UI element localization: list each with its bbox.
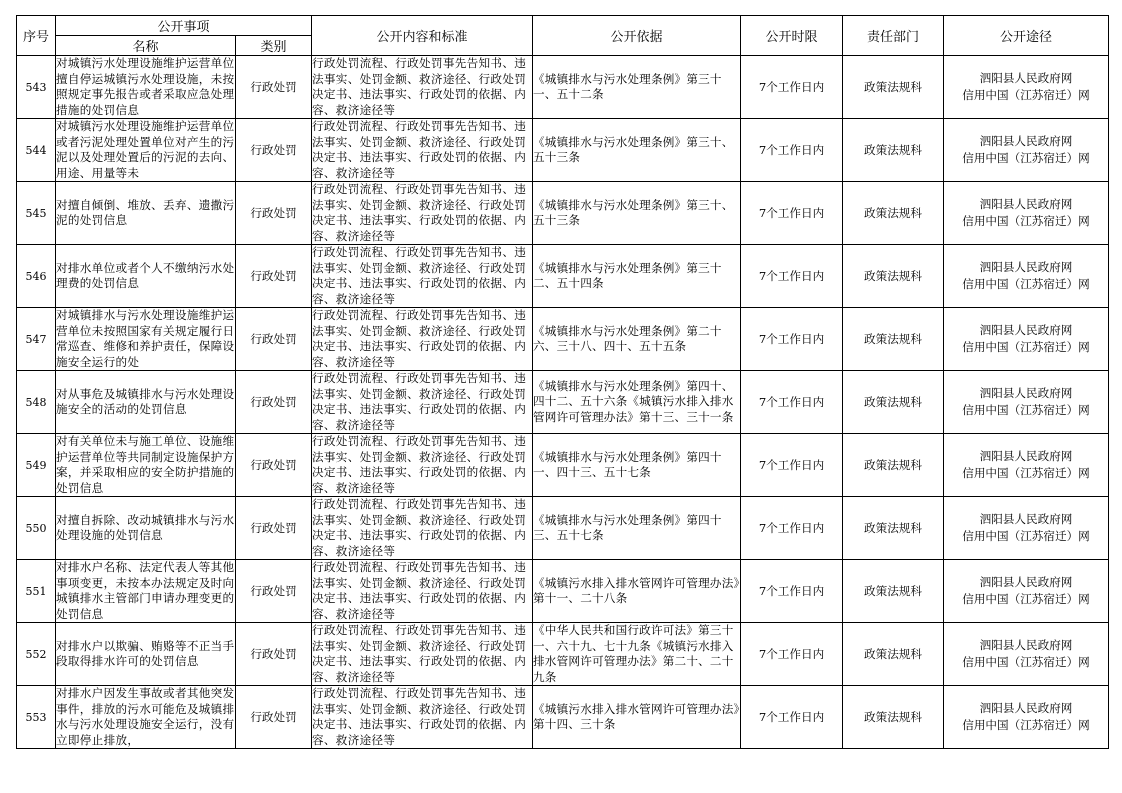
- row-channel: [944, 371, 1109, 434]
- row-name-text: 对城镇污水处理设施维护运营单位或者污泥处理处置单位对产生的污泥以及处理处置后的污泥的去向、用途、用量等未: [56, 119, 235, 180]
- row-channel-1: 泗阳县人民政府网: [979, 386, 1073, 400]
- row-seq: 544: [17, 119, 56, 182]
- row-channel: [944, 182, 1109, 245]
- row-name: [56, 497, 236, 560]
- header-seq: 序号: [17, 16, 56, 56]
- row-basis: [533, 119, 741, 182]
- table-body: [17, 56, 1109, 749]
- row-dept: 政策法规科: [843, 686, 944, 749]
- row-name: [56, 623, 236, 686]
- row-seq: 548: [17, 371, 56, 434]
- row-name-text: 对排水户因发生事故或者其他突发事件，排放的污水可能危及城镇排水与污水处理设施安全运行，没有立即停止排放，: [56, 686, 235, 747]
- row-time-limit: 7个工作日内: [741, 245, 843, 308]
- row-basis: [533, 560, 741, 623]
- row-category: 行政处罚: [236, 623, 312, 686]
- row-channel-2: 信用中国（江苏宿迁）网: [962, 718, 1090, 732]
- row-time-limit: 7个工作日内: [741, 308, 843, 371]
- row-channel: [944, 560, 1109, 623]
- row-time-limit: 7个工作日内: [741, 56, 843, 119]
- row-seq: 545: [17, 182, 56, 245]
- row-name-text: 对擅自倾倒、堆放、丢弃、遗撒污泥的处罚信息: [56, 197, 235, 227]
- row-seq: 553: [17, 686, 56, 749]
- row-category: 行政处罚: [236, 371, 312, 434]
- row-content: [312, 245, 533, 308]
- row-channel: [944, 245, 1109, 308]
- row-time-limit: 7个工作日内: [741, 686, 843, 749]
- header-basis: 公开依据: [533, 16, 741, 56]
- row-channel: [944, 308, 1109, 371]
- row-category: 行政处罚: [236, 119, 312, 182]
- row-channel-1: 泗阳县人民政府网: [979, 323, 1073, 337]
- row-dept: 政策法规科: [843, 497, 944, 560]
- table-row: [17, 245, 1109, 308]
- row-category: 行政处罚: [236, 434, 312, 497]
- row-channel-1: 泗阳县人民政府网: [979, 512, 1073, 526]
- header-item-group: 公开事项: [56, 16, 312, 36]
- header-name: 名称: [56, 36, 236, 56]
- row-content-text: 行政处罚流程、行政处罚事先告知书、违法事实、处罚金额、救济途径、行政处罚决定书、违法事实、行政处罚的依据、内容、救济途径等: [312, 182, 527, 243]
- row-time-limit: 7个工作日内: [741, 182, 843, 245]
- row-channel: [944, 623, 1109, 686]
- table-row: [17, 560, 1109, 623]
- row-channel-2: 信用中国（江苏宿迁）网: [962, 151, 1090, 165]
- row-channel: [944, 119, 1109, 182]
- row-seq: 547: [17, 308, 56, 371]
- row-channel: [944, 497, 1109, 560]
- row-name: [56, 245, 236, 308]
- row-category: 行政处罚: [236, 497, 312, 560]
- row-channel-2: 信用中国（江苏宿迁）网: [962, 88, 1090, 102]
- row-category: 行政处罚: [236, 686, 312, 749]
- row-basis-text: 《城镇排水与污水处理条例》第二十六、三十八、四十、五十五条: [533, 323, 722, 353]
- row-content: [312, 686, 533, 749]
- row-basis: [533, 182, 741, 245]
- row-channel-1: 泗阳县人民政府网: [979, 449, 1073, 463]
- row-category: 行政处罚: [236, 308, 312, 371]
- row-content: [312, 434, 533, 497]
- row-channel-2: 信用中国（江苏宿迁）网: [962, 655, 1090, 669]
- row-basis-text: 《城镇排水与污水处理条例》第四十、四十二、五十六条《城镇污水排入排水管网许可管理办法》第十三、三十一条: [533, 378, 734, 424]
- row-name: [56, 119, 236, 182]
- row-basis-text: 《城镇排水与污水处理条例》第四十一、四十三、五十七条: [533, 449, 722, 479]
- row-content: [312, 182, 533, 245]
- row-category: 行政处罚: [236, 245, 312, 308]
- row-dept: 政策法规科: [843, 308, 944, 371]
- row-basis: [533, 308, 741, 371]
- row-channel: [944, 434, 1109, 497]
- row-seq: 543: [17, 56, 56, 119]
- row-basis: [533, 623, 741, 686]
- table-row: [17, 371, 1109, 434]
- row-content: [312, 308, 533, 371]
- row-channel-2: 信用中国（江苏宿迁）网: [962, 466, 1090, 480]
- row-time-limit: 7个工作日内: [741, 497, 843, 560]
- row-channel-2: 信用中国（江苏宿迁）网: [962, 277, 1090, 291]
- row-name: [56, 308, 236, 371]
- row-time-limit: 7个工作日内: [741, 623, 843, 686]
- row-seq: 552: [17, 623, 56, 686]
- row-name-text: 对城镇排水与污水处理设施维护运营单位未按照国家有关规定履行日常巡查、维修和养护责任，保障设施安全运行的处: [56, 308, 235, 369]
- row-basis: [533, 56, 741, 119]
- header-time-limit: 公开时限: [741, 16, 843, 56]
- row-basis-text: 《城镇污水排入排水管网许可管理办法》第十四、三十条: [533, 701, 740, 731]
- table-row: [17, 434, 1109, 497]
- row-seq: 550: [17, 497, 56, 560]
- row-content-text: 行政处罚流程、行政处罚事先告知书、违法事实、处罚金额、救济途径、行政处罚决定书、违法事实、行政处罚的依据、内容、救济途径等: [312, 308, 527, 369]
- row-category: 行政处罚: [236, 56, 312, 119]
- row-dept: 政策法规科: [843, 560, 944, 623]
- table-row: [17, 308, 1109, 371]
- row-content-text: 行政处罚流程、行政处罚事先告知书、违法事实、处罚金额、救济途径、行政处罚决定书、违法事实、行政处罚的依据、内容、救济途径等: [312, 371, 527, 432]
- row-name-text: 对城镇污水处理设施维护运营单位擅自停运城镇污水处理设施，未按照规定事先报告或者采取应急处理措施的处罚信息: [56, 56, 235, 117]
- row-seq: 551: [17, 560, 56, 623]
- row-name-text: 对有关单位未与施工单位、设施维护运营单位等共同制定设施保护方案，并采取相应的安全防护措施的处罚信息: [56, 434, 235, 495]
- row-name: [56, 434, 236, 497]
- row-channel: [944, 56, 1109, 119]
- row-name-text: 对排水户以欺骗、贿赂等不正当手段取得排水许可的处罚信息: [56, 638, 235, 668]
- row-content-text: 行政处罚流程、行政处罚事先告知书、违法事实、处罚金额、救济途径、行政处罚决定书、违法事实、行政处罚的依据、内容、救济途径等: [312, 434, 527, 495]
- row-name: [56, 560, 236, 623]
- row-channel: [944, 686, 1109, 749]
- row-channel-1: 泗阳县人民政府网: [979, 71, 1073, 85]
- row-name-text: 对排水单位或者个人不缴纳污水处理费的处罚信息: [56, 260, 235, 290]
- header-content: 公开内容和标准: [312, 16, 533, 56]
- row-channel-2: 信用中国（江苏宿迁）网: [962, 592, 1090, 606]
- row-seq: 549: [17, 434, 56, 497]
- row-dept: 政策法规科: [843, 623, 944, 686]
- row-channel-1: 泗阳县人民政府网: [979, 575, 1073, 589]
- row-content: [312, 623, 533, 686]
- row-content: [312, 497, 533, 560]
- table-row: [17, 686, 1109, 749]
- row-time-limit: 7个工作日内: [741, 371, 843, 434]
- header-category: 类别: [236, 36, 312, 56]
- row-basis-text: 《城镇排水与污水处理条例》第四十三、五十七条: [533, 512, 722, 542]
- row-dept: 政策法规科: [843, 434, 944, 497]
- row-basis: [533, 371, 741, 434]
- row-basis-text: 《城镇排水与污水处理条例》第三十一、五十二条: [533, 71, 722, 101]
- row-channel-1: 泗阳县人民政府网: [979, 701, 1073, 715]
- row-content-text: 行政处罚流程、行政处罚事先告知书、违法事实、处罚金额、救济途径、行政处罚决定书、违法事实、行政处罚的依据、内容、救济途径等: [312, 497, 527, 558]
- row-basis-text: 《中华人民共和国行政许可法》第三十一、六十九、七十九条《城镇污水排入排水管网许可管理办法》第二十、二十九条: [533, 623, 734, 684]
- row-basis-text: 《城镇排水与污水处理条例》第三十、五十三条: [533, 134, 734, 164]
- row-content: [312, 560, 533, 623]
- row-time-limit: 7个工作日内: [741, 560, 843, 623]
- row-content-text: 行政处罚流程、行政处罚事先告知书、违法事实、处罚金额、救济途径、行政处罚决定书、违法事实、行政处罚的依据、内容、救济途径等: [312, 686, 527, 747]
- row-channel-2: 信用中国（江苏宿迁）网: [962, 214, 1090, 228]
- row-content-text: 行政处罚流程、行政处罚事先告知书、违法事实、处罚金额、救济途径、行政处罚决定书、违法事实、行政处罚的依据、内容、救济途径等: [312, 560, 527, 621]
- table-row: [17, 497, 1109, 560]
- table-row: [17, 623, 1109, 686]
- row-basis: [533, 434, 741, 497]
- row-name-text: 对排水户名称、法定代表人等其他事项变更，未按本办法规定及时向城镇排水主管部门申请办理变更的处罚信息: [56, 560, 235, 621]
- row-name: [56, 56, 236, 119]
- table-row: [17, 182, 1109, 245]
- row-name: [56, 371, 236, 434]
- row-content: [312, 371, 533, 434]
- row-basis: [533, 245, 741, 308]
- row-channel-2: 信用中国（江苏宿迁）网: [962, 403, 1090, 417]
- row-dept: 政策法规科: [843, 371, 944, 434]
- row-basis-text: 《城镇排水与污水处理条例》第三十二、五十四条: [533, 260, 722, 290]
- row-name: [56, 686, 236, 749]
- row-content-text: 行政处罚流程、行政处罚事先告知书、违法事实、处罚金额、救济途径、行政处罚决定书、违法事实、行政处罚的依据、内容、救济途径等: [312, 56, 527, 117]
- row-channel-2: 信用中国（江苏宿迁）网: [962, 340, 1090, 354]
- row-seq: 546: [17, 245, 56, 308]
- header-channel: 公开途径: [944, 16, 1109, 56]
- header-dept: 责任部门: [843, 16, 944, 56]
- row-name-text: 对从事危及城镇排水与污水处理设施安全的活动的处罚信息: [56, 386, 235, 416]
- row-dept: 政策法规科: [843, 182, 944, 245]
- row-content: [312, 119, 533, 182]
- row-name-text: 对擅自拆除、改动城镇排水与污水处理设施的处罚信息: [56, 512, 235, 542]
- row-channel-2: 信用中国（江苏宿迁）网: [962, 529, 1090, 543]
- row-content-text: 行政处罚流程、行政处罚事先告知书、违法事实、处罚金额、救济途径、行政处罚决定书、违法事实、行政处罚的依据、内容、救济途径等: [312, 245, 527, 306]
- row-basis: [533, 686, 741, 749]
- row-channel-1: 泗阳县人民政府网: [979, 638, 1073, 652]
- row-category: 行政处罚: [236, 182, 312, 245]
- row-basis: [533, 497, 741, 560]
- row-content-text: 行政处罚流程、行政处罚事先告知书、违法事实、处罚金额、救济途径、行政处罚决定书、违法事实、行政处罚的依据、内容、救济途径等: [312, 119, 527, 180]
- row-dept: 政策法规科: [843, 119, 944, 182]
- row-basis-text: 《城镇排水与污水处理条例》第三十、五十三条: [533, 197, 734, 227]
- row-time-limit: 7个工作日内: [741, 119, 843, 182]
- row-content-text: 行政处罚流程、行政处罚事先告知书、违法事实、处罚金额、救济途径、行政处罚决定书、违法事实、行政处罚的依据、内容、救济途径等: [312, 623, 527, 684]
- row-channel-1: 泗阳县人民政府网: [979, 134, 1073, 148]
- row-time-limit: 7个工作日内: [741, 434, 843, 497]
- row-dept: 政策法规科: [843, 245, 944, 308]
- disclosure-table: [16, 15, 1109, 749]
- row-channel-1: 泗阳县人民政府网: [979, 260, 1073, 274]
- row-channel-1: 泗阳县人民政府网: [979, 197, 1073, 211]
- table-row: [17, 56, 1109, 119]
- row-dept: 政策法规科: [843, 56, 944, 119]
- row-category: 行政处罚: [236, 560, 312, 623]
- row-name: [56, 182, 236, 245]
- table-row: [17, 119, 1109, 182]
- row-basis-text: 《城镇污水排入排水管网许可管理办法》第十一、二十八条: [533, 575, 740, 605]
- row-content: [312, 56, 533, 119]
